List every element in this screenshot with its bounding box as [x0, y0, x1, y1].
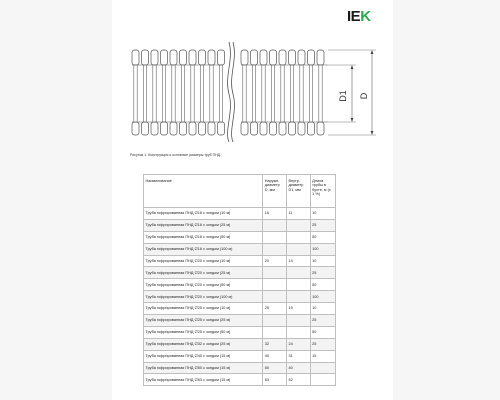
table-cell	[286, 243, 310, 255]
table-row	[144, 326, 336, 338]
corrugation-fin	[271, 65, 274, 122]
table-row	[144, 303, 336, 315]
table-cell	[263, 279, 287, 291]
corrugation-crest-top	[317, 50, 324, 65]
corrugation-crest-bottom	[208, 122, 215, 135]
table-row	[144, 362, 336, 374]
arrow-d1-bottom	[351, 118, 354, 122]
table-cell: 25	[310, 267, 335, 279]
table-cell	[286, 219, 310, 231]
corrugation-fin	[172, 65, 175, 122]
header-name: Наименование	[144, 175, 263, 208]
iek-logo	[347, 8, 371, 25]
corrugation-fin	[162, 65, 165, 122]
label-d: D	[359, 92, 369, 100]
corrugation-fin	[300, 65, 303, 122]
corrugation-fin	[191, 65, 194, 122]
table-row	[144, 255, 336, 267]
break-mark	[228, 42, 231, 142]
corrugation-crest-top	[142, 50, 149, 65]
table-cell: Труба гофрированная ПНД ∅25 с зондом (25 м)	[144, 315, 263, 327]
table-cell: 20	[263, 255, 287, 267]
corrugation-crest-top	[270, 50, 277, 65]
table-row	[144, 338, 336, 350]
corrugation-crest-top	[170, 50, 177, 65]
table-cell	[310, 362, 335, 374]
table-header-row	[144, 175, 336, 208]
header-length: Длина трубы в бухте, м (± 1 %)	[310, 175, 335, 208]
table-cell: 25	[263, 303, 287, 315]
table-cell: 31	[286, 350, 310, 362]
table-cell: 100	[310, 243, 335, 255]
corrugation-fin	[210, 65, 213, 122]
table-cell	[310, 374, 335, 386]
table-cell: 52	[286, 374, 310, 386]
table-cell: Труба гофрированная ПНД ∅25 с зондом (50 м)	[144, 326, 263, 338]
corrugation-crest-top	[132, 50, 139, 65]
corrugation-crest-bottom	[180, 122, 187, 135]
corrugation-fin	[319, 65, 322, 122]
corrugation-fin	[181, 65, 184, 122]
table-cell: 14	[286, 255, 310, 267]
corrugation-crest-bottom	[289, 122, 296, 135]
table-cell: 50	[310, 279, 335, 291]
pipe-construction-drawing	[120, 38, 382, 150]
table-cell: Труба гофрированная ПНД ∅20 с зондом (10 м)	[144, 255, 263, 267]
table-cell: 10	[310, 303, 335, 315]
table-cell	[286, 326, 310, 338]
table-cell: Труба гофрированная ПНД ∅16 с зондом (10 м)	[144, 208, 263, 220]
corrugation-crest-top	[161, 50, 168, 65]
table-cell: Труба гофрированная ПНД ∅63 с зондом (15 м)	[144, 374, 263, 386]
corrugation-fin	[219, 65, 222, 122]
corrugation-crest-top	[189, 50, 196, 65]
corrugation-crest-top	[199, 50, 206, 65]
corrugation-fin	[281, 65, 284, 122]
table-cell	[263, 315, 287, 327]
corrugation-crest-bottom	[142, 122, 149, 135]
arrow-d-top	[371, 50, 374, 54]
corrugation-crest-bottom	[199, 122, 206, 135]
corrugation-fin	[290, 65, 293, 122]
header-inner-diameter: Внутр. диаметр D1, мм	[286, 175, 310, 208]
corrugation-fin	[200, 65, 203, 122]
table-cell: 11	[286, 208, 310, 220]
table-cell: 19	[286, 303, 310, 315]
corrugation-crest-bottom	[161, 122, 168, 135]
corrugation-crest-top	[151, 50, 158, 65]
table-cell: Труба гофрированная ПНД ∅32 с зондом (25 м)	[144, 338, 263, 350]
corrugation-fin	[134, 65, 137, 122]
table-row	[144, 208, 336, 220]
corrugation-crest-bottom	[308, 122, 315, 135]
logo-text-accent: K	[360, 8, 371, 25]
table-cell: 100	[310, 291, 335, 303]
corrugation-crest-top	[241, 50, 248, 65]
table-cell	[263, 231, 287, 243]
table-cell: 10	[310, 255, 335, 267]
table-cell: 25	[310, 315, 335, 327]
corrugation-crest-bottom	[218, 122, 225, 135]
table-cell: Труба гофрированная ПНД ∅16 с зондом (100 м)	[144, 243, 263, 255]
corrugation-crest-top	[279, 50, 286, 65]
table-cell: Труба гофрированная ПНД ∅16 с зондом (50 м)	[144, 231, 263, 243]
corrugation-crest-bottom	[260, 122, 267, 135]
table-cell: Труба гофрированная ПНД ∅20 с зондом (100 м)	[144, 291, 263, 303]
corrugation-crest-bottom	[241, 122, 248, 135]
table-cell: 25	[310, 219, 335, 231]
table-cell: Труба гофрированная ПНД ∅50 с зондом (15 м)	[144, 362, 263, 374]
arrow-d1-top	[351, 65, 354, 69]
table-row	[144, 315, 336, 327]
table-cell	[286, 291, 310, 303]
corrugation-fin	[262, 65, 265, 122]
table-cell: 63	[263, 374, 287, 386]
corrugation-crest-top	[308, 50, 315, 65]
corrugation-fin	[252, 65, 255, 122]
table-cell: 50	[310, 231, 335, 243]
table-row	[144, 374, 336, 386]
table-cell	[286, 279, 310, 291]
corrugation-crest-bottom	[151, 122, 158, 135]
table-cell	[263, 219, 287, 231]
table-cell: 50	[310, 326, 335, 338]
corrugation-fin	[153, 65, 156, 122]
corrugation-crest-top	[218, 50, 225, 65]
corrugation-crest-top	[208, 50, 215, 65]
table-row	[144, 231, 336, 243]
corrugation-crest-bottom	[279, 122, 286, 135]
corrugation-crest-top	[180, 50, 187, 65]
corrugation-crest-bottom	[270, 122, 277, 135]
table-cell	[286, 267, 310, 279]
table-cell: Труба гофрированная ПНД ∅20 с зондом (25 м)	[144, 267, 263, 279]
table-cell: 32	[263, 338, 287, 350]
table-cell: Труба гофрированная ПНД ∅16 с зондом (25 м)	[144, 219, 263, 231]
table-cell	[263, 326, 287, 338]
logo-text-main: IE	[347, 8, 361, 25]
arrow-d-bottom	[371, 131, 374, 135]
table-cell: 40	[263, 350, 287, 362]
corrugation-crest-bottom	[189, 122, 196, 135]
break-mark-2	[232, 42, 235, 142]
table-cell: 24	[286, 338, 310, 350]
corrugation-crest-top	[251, 50, 258, 65]
table-body	[144, 208, 336, 386]
table-cell	[263, 243, 287, 255]
corrugation-fin	[243, 65, 246, 122]
table-cell: 10	[310, 208, 335, 220]
table-cell: 50	[263, 362, 287, 374]
corrugation-fin	[309, 65, 312, 122]
label-d1: D1	[338, 90, 348, 102]
table-cell	[286, 231, 310, 243]
corrugation-crest-bottom	[251, 122, 258, 135]
table-cell: Труба гофрированная ПНД ∅25 с зондом (10 м)	[144, 303, 263, 315]
corrugation-crest-bottom	[317, 122, 324, 135]
figure-caption: Рисунок 1. Конструкция и основные размеры труб ПНД.	[130, 153, 221, 157]
table-cell: 40	[286, 362, 310, 374]
table-cell	[286, 315, 310, 327]
table-row	[144, 279, 336, 291]
table-cell: Труба гофрированная ПНД ∅20 с зондом (50 м)	[144, 279, 263, 291]
table-cell: 15	[310, 350, 335, 362]
table-row	[144, 350, 336, 362]
header-outer-diameter: Наружн. диаметр D, мм	[263, 175, 287, 208]
corrugation-crest-bottom	[132, 122, 139, 135]
corrugation-crest-top	[298, 50, 305, 65]
corrugation-crest-bottom	[170, 122, 177, 135]
corrugation-crest-top	[260, 50, 267, 65]
table-cell: 25	[310, 338, 335, 350]
table-cell: Труба гофрированная ПНД ∅40 с зондом (15 м)	[144, 350, 263, 362]
corrugation-fin	[143, 65, 146, 122]
corrugation-crest-bottom	[298, 122, 305, 135]
table-row	[144, 219, 336, 231]
table-row	[144, 243, 336, 255]
table-cell	[263, 291, 287, 303]
table-row	[144, 267, 336, 279]
corrugation-crest-top	[289, 50, 296, 65]
table-row	[144, 291, 336, 303]
table-cell: 16	[263, 208, 287, 220]
table-cell	[263, 267, 287, 279]
spec-table	[143, 174, 336, 386]
